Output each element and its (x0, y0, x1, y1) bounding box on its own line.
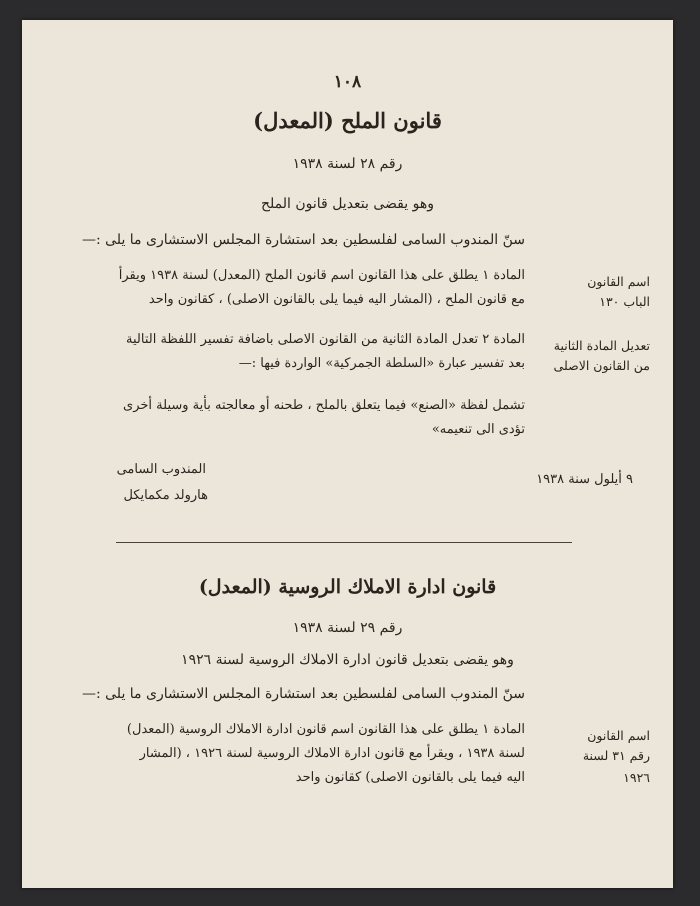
law1-intro: وهو يقضى بتعديل قانون الملح (261, 196, 434, 212)
law2-preamble: سنّ المندوب السامى لفلسطين بعد استشارة المجلس الاستشارى ما يلى :— (81, 686, 525, 702)
section-divider (116, 542, 572, 543)
law2-subtitle: رقم ٢٩ لسنة ١٩٣٨ (292, 620, 403, 636)
law1-art2-margin-1: تعديل المادة الثانية (553, 338, 650, 353)
page-number: ١٠٨ (333, 72, 362, 92)
law1-signature-name: هارولد مكمايكل (123, 488, 208, 503)
document-page (22, 20, 673, 888)
law2-art1-margin-1: اسم القانون (587, 728, 650, 743)
law1-art2-line-2: بعد تفسير عبارة «السلطة الجمركية» الواردة فيها :— (238, 356, 525, 371)
law1-art1-margin-1: اسم القانون (587, 274, 650, 289)
law2-title: قانون ادارة الاملاك الروسية (المعدل) (198, 576, 497, 598)
law1-art2-line-1: المادة ٢ تعدل المادة الثانية من القانون الاصلى باضافة تفسير اللفظة التالية (126, 332, 525, 347)
law2-art1-line-2: لسنة ١٩٣٨ ، ويقرأ مع قانون ادارة الاملاك الروسية لسنة ١٩٢٦ ، (المشار (139, 746, 525, 761)
law1-art1-margin-2: الباب ١٣٠ (599, 294, 650, 309)
law2-art1-line-3: اليه فيما يلى بالقانون الاصلى) كقانون واحد (295, 770, 525, 785)
law2-art1-margin-2: رقم ٣١ لسنة (582, 748, 650, 763)
law1-signature-role: المندوب السامى (116, 462, 206, 477)
law1-art2-quote-2: تؤدى الى تنعيمه» (431, 422, 525, 437)
law2-art1-margin-3: ١٩٢٦ (623, 770, 650, 785)
law1-subtitle: رقم ٢٨ لسنة ١٩٣٨ (292, 156, 403, 172)
law2-intro: وهو يقضى بتعديل قانون ادارة الاملاك الروسية لسنة ١٩٢٦ (181, 652, 514, 668)
law2-art1-line-1: المادة ١ يطلق على هذا القانون اسم قانون ادارة الاملاك الروسية (المعدل) (126, 722, 525, 737)
law1-art2-margin-2: من القانون الاصلى (553, 358, 650, 373)
law1-art1-line-2: مع قانون الملح ، (المشار اليه فيما يلى بالقانون الاصلى) ، كقانون واحد (148, 292, 525, 307)
law1-signature-date: ٩ أيلول سنة ١٩٣٨ (536, 472, 633, 487)
law1-art2-quote-1: تشمل لفظة «الصنع» فيما يتعلق بالملح ، طحنه أو معالجته بأية وسيلة أخرى (123, 398, 525, 413)
law1-preamble: سنّ المندوب السامى لفلسطين بعد استشارة المجلس الاستشارى ما يلى :— (81, 232, 525, 248)
law1-title: قانون الملح (المعدل) (253, 108, 442, 133)
law1-art1-line-1: المادة ١ يطلق على هذا القانون اسم قانون الملح (المعدل) لسنة ١٩٣٨ ويقرأ (118, 268, 525, 283)
